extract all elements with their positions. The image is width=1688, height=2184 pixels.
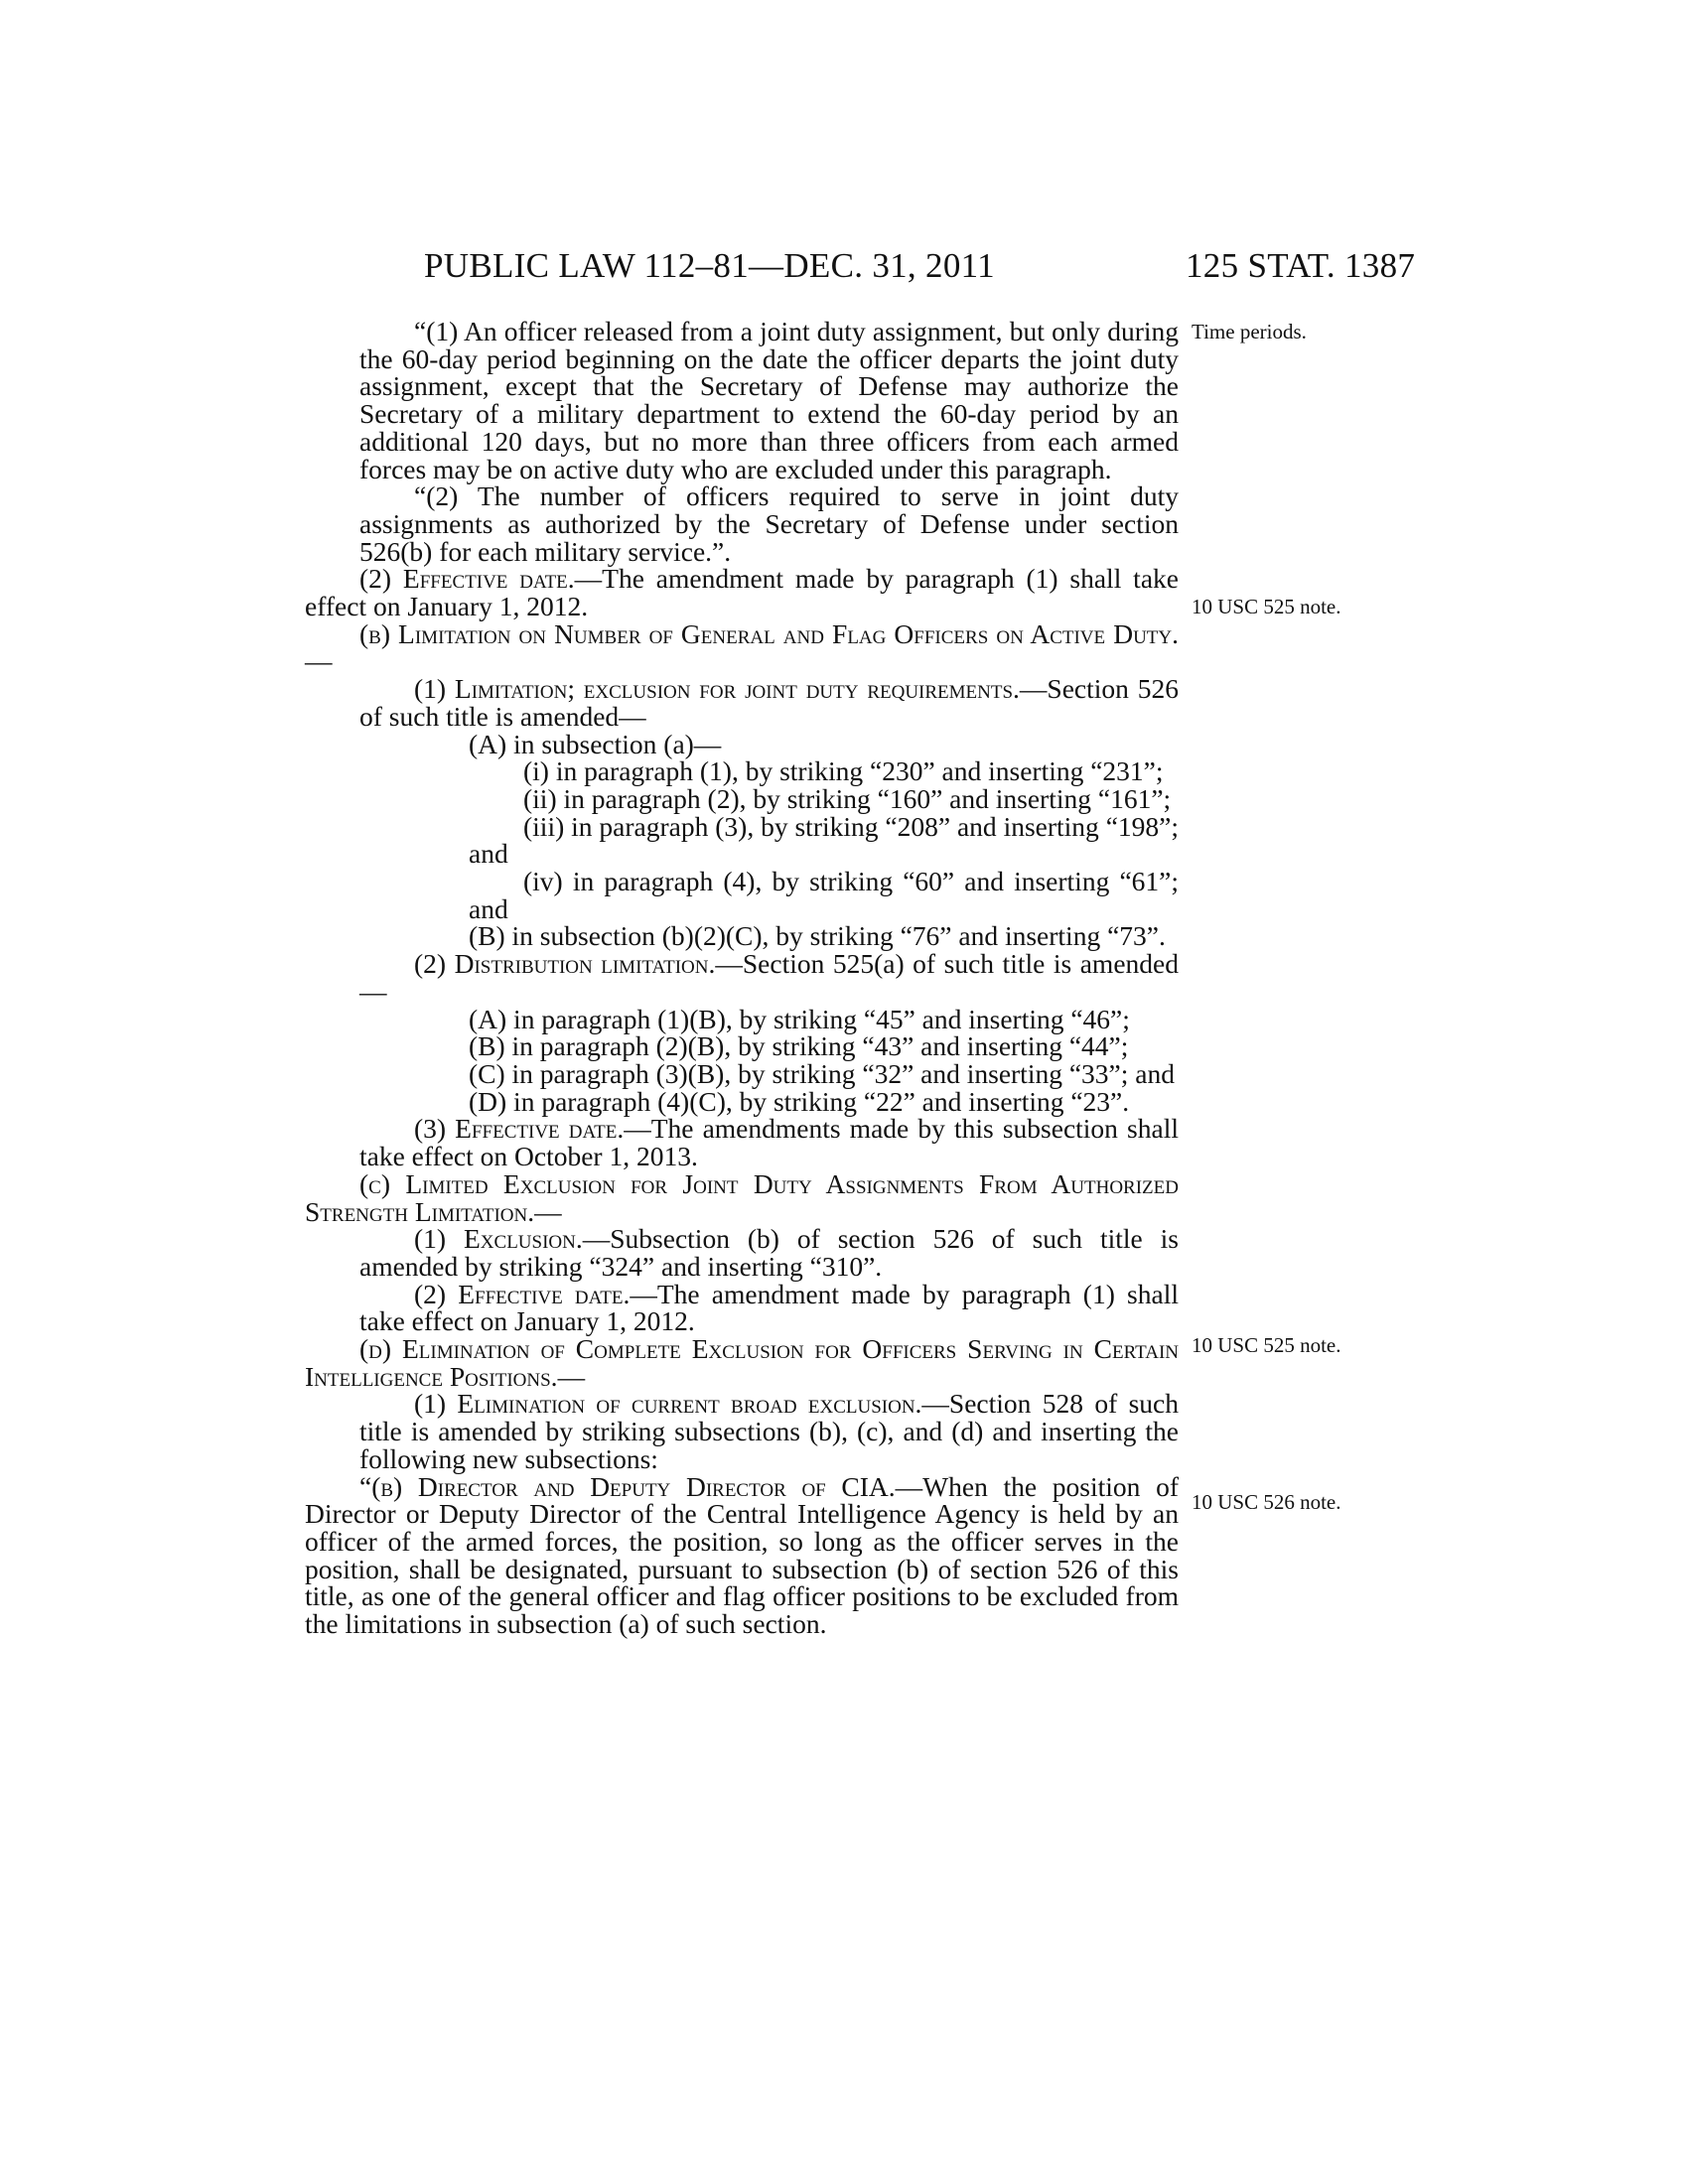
subsection-d-title: (d) Elimination of Complete Exclusion for Officers Serving in Certain Intelligence Positions. bbox=[305, 1333, 1179, 1392]
section-d1 bbox=[305, 1390, 1179, 1472]
statute-body bbox=[305, 318, 1179, 1638]
subsection-b-heading bbox=[305, 617, 1179, 677]
section-d1-heading: (1) Elimination of current broad exclusion. bbox=[414, 1388, 922, 1420]
section-b2-heading: (2) Distribution limitation. bbox=[414, 948, 716, 980]
section-c1 bbox=[305, 1225, 1179, 1280]
clause-b2A: (A) in paragraph (1)(B), by striking “45” and inserting “46”; bbox=[469, 1003, 1130, 1034]
section-b1-text: —Section 526 of such title is amended— bbox=[359, 673, 1179, 732]
section-d1-text: —Section 528 of such title is amended by striking subsections (b), (c), and (d) and inserting the following new subsections: bbox=[359, 1388, 1179, 1474]
section-b3-heading: (3) Effective date. bbox=[414, 1113, 625, 1145]
subsection-d-dash: — bbox=[557, 1360, 586, 1392]
section-c1-text: —Subsection (b) of section 526 of such title is amended by striking “324” and inserting “310”. bbox=[359, 1223, 1180, 1282]
section-a2-text: —The amendment made by paragraph (1) shall take effect on January 1, 2012. bbox=[305, 563, 1179, 622]
paragraph-1: “(1) An officer released from a joint duty assignment, but only during the 60-day period beginning on the date the officer departs the joint duty assignment, except that the Secretary of Defense may authorize the Secretary of a military department to extend the 60-day period by an additional 120 days, but no more than three officers from each armed forces may be on active duty who are excluded under this paragraph. bbox=[359, 316, 1179, 484]
clause-b1A-iv: (iv) in paragraph (4), by striking “60” and inserting “61”; and bbox=[469, 866, 1179, 924]
section-b1-heading: (1) Limitation; exclusion for joint duty requirements. bbox=[414, 673, 1020, 705]
margin-note-10-usc-525-b: 10 USC 525 note. bbox=[1192, 1333, 1341, 1357]
section-b2-text: —Section 525(a) of such title is amended— bbox=[359, 948, 1179, 1007]
subsection-db bbox=[305, 1470, 1179, 1640]
clause-b1A-ii: (ii) in paragraph (2), by striking “160” and inserting “161”; bbox=[523, 782, 1172, 814]
clause-b1A: (A) in subsection (a)— bbox=[469, 728, 722, 759]
clause-b1A-i: (i) in paragraph (1), by striking “230” and inserting “231”; bbox=[523, 755, 1164, 787]
clause-b1B: (B) in subsection (b)(2)(C), by striking “76” and inserting “73”. bbox=[469, 920, 1166, 952]
section-b3 bbox=[305, 1113, 1179, 1172]
page-header-title: PUBLIC LAW 112–81—DEC. 31, 2011 bbox=[424, 246, 995, 285]
section-c2-text: —The amendment made by paragraph (1) shall take effect on January 1, 2012. bbox=[359, 1278, 1179, 1337]
section-c1-heading: (1) Exclusion. bbox=[414, 1223, 583, 1255]
section-a2-heading: (2) Effective date. bbox=[359, 563, 575, 595]
margin-note-time-periods: Time periods. bbox=[1192, 320, 1307, 343]
section-b1 bbox=[305, 675, 1179, 730]
section-b2 bbox=[305, 950, 1179, 1005]
subsection-b-dash: — bbox=[305, 645, 333, 677]
clause-b2B: (B) in paragraph (2)(B), by striking “43” and inserting “44”; bbox=[469, 1030, 1129, 1062]
section-a2 bbox=[305, 563, 1179, 622]
page-header-stat: 125 STAT. 1387 bbox=[1186, 246, 1416, 285]
subsection-b-title: (b) Limitation on Number of General and Flag Officers on Active Duty. bbox=[359, 617, 1179, 649]
section-c2 bbox=[305, 1278, 1179, 1337]
subsection-c-title: (c) Limited Exclusion for Joint Duty Assignments From Authorized Strength Limitation. bbox=[305, 1167, 1179, 1227]
section-c2-heading: (2) Effective date. bbox=[414, 1278, 631, 1309]
margin-note-10-usc-525-a: 10 USC 525 note. bbox=[1192, 595, 1341, 618]
subsection-d-heading bbox=[305, 1335, 1179, 1390]
paragraph-2: “(2) The number of officers required to serve in joint duty assignments as authorized by the Secretary of Defense under section 526(b) for each military service.”. bbox=[359, 480, 1179, 567]
clause-b2D: (D) in paragraph (4)(C), by striking “22” and inserting “23”. bbox=[469, 1085, 1130, 1117]
subsection-db-text: —When the position of Director or Deputy Director of the Central Intelligence Agency is held by an officer of the armed forces, the position, so long as the officer serves in the position, shall be designated, pursuant to subsection (b) of section 526 of this title, as one of the general officer and flag officer positions to be excluded from the limitations in subsection (a) of such section. bbox=[305, 1470, 1179, 1640]
subsection-db-heading: “(b) Director and Deputy Director of CIA. bbox=[359, 1470, 896, 1502]
clause-b2C: (C) in paragraph (3)(B), by striking “32” and inserting “33”; and bbox=[469, 1057, 1175, 1089]
margin-note-10-usc-526: 10 USC 526 note. bbox=[1192, 1490, 1341, 1514]
clause-b1A-iii: (iii) in paragraph (3), by striking “208” and inserting “198”; and bbox=[469, 810, 1179, 870]
section-b3-text: —The amendments made by this subsection shall take effect on October 1, 2013. bbox=[359, 1113, 1179, 1172]
subsection-c-heading bbox=[305, 1167, 1179, 1227]
subsection-c-dash: — bbox=[534, 1195, 562, 1227]
